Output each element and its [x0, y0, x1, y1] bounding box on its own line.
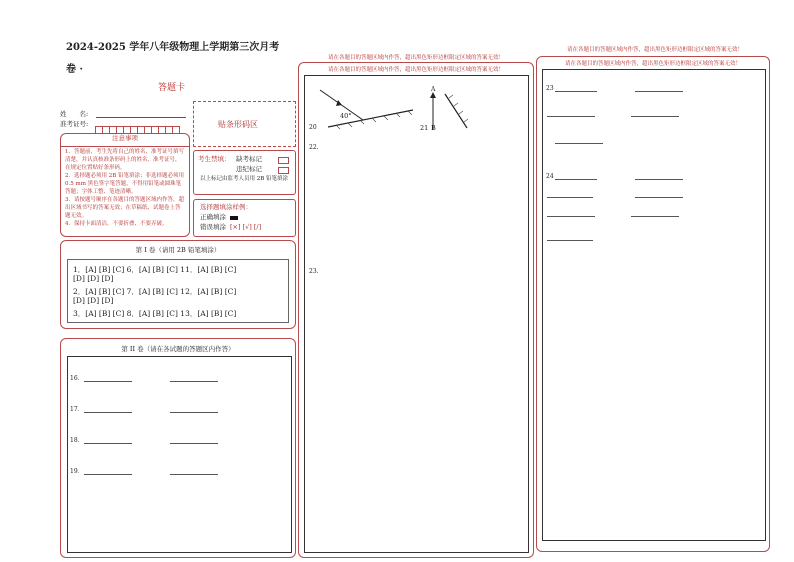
- fill-example-title: 选择题填涂样例：: [200, 203, 252, 211]
- question-number: 16．: [70, 375, 84, 382]
- label-a: A: [431, 86, 436, 93]
- label-b: B: [431, 124, 436, 132]
- wrong-fill-label: 错误填涂: [200, 223, 226, 231]
- warning-text: 请在各题目的答题区域内作答，超出黑色矩形边框限定区域的答案无效！: [564, 61, 741, 67]
- part2-answer-area: [67, 356, 292, 553]
- exam-marks-box: [193, 150, 296, 195]
- card-label: 答题卡: [158, 83, 186, 93]
- warning-text: 请在各题目的答题区域内作答，超出黑色矩形边框限定区域的答案无效！: [327, 55, 504, 61]
- answer-blank[interactable]: [84, 381, 132, 382]
- part2-box: [60, 338, 296, 558]
- notice-item: 3．请按题号顺序在各题目的答题区域内作答，超出区域书写的答案无效；在草稿纸、试题卷上答题无效。: [65, 197, 185, 219]
- mc-row[interactable]: 2．[A] [B] [C] 7．[A] [B] [C] 12．[A] [B] [C]: [73, 287, 237, 296]
- middle-answer-area: [304, 75, 529, 553]
- warning-text: 请在各题目的答题区域内作答，超出黑色矩形边框限定区域的答案无效！: [566, 47, 743, 53]
- answer-blank[interactable]: [84, 443, 132, 444]
- right-panel: [536, 56, 770, 552]
- answer-blank[interactable]: [170, 474, 218, 475]
- answer-blank[interactable]: [635, 197, 683, 198]
- page-title-cont: 卷 ·: [66, 64, 83, 75]
- notice-heading: 注意事项: [61, 134, 189, 147]
- answer-blank[interactable]: [555, 91, 597, 92]
- wrong-fill-marks: [×] [√] [/]: [230, 223, 262, 231]
- barcode-area: [193, 101, 296, 147]
- answer-blank[interactable]: [547, 116, 595, 117]
- answer-blank[interactable]: [547, 216, 595, 217]
- answer-blank[interactable]: [170, 443, 218, 444]
- page-title: 2024-2025 学年八年级物理上学期第三次月考: [66, 42, 280, 53]
- barcode-label: 贴条形码区: [218, 120, 258, 129]
- right-answer-area: [542, 69, 766, 541]
- question-number: 24: [546, 173, 554, 180]
- absent-checkbox[interactable]: [278, 157, 289, 164]
- answer-blank[interactable]: [631, 216, 679, 217]
- question-22-label: 22.: [309, 144, 319, 151]
- correct-fill-label: 正确填涂: [200, 213, 226, 221]
- exam-marks-label: 考生禁填：: [198, 155, 231, 163]
- answer-blank[interactable]: [555, 179, 597, 180]
- mc-row[interactable]: [D] [D] [D]: [73, 296, 114, 305]
- violation-label: 违纪标记: [236, 165, 262, 173]
- mirror-ray-figure: [308, 82, 418, 130]
- answer-blank[interactable]: [631, 116, 679, 117]
- question-number: 18．: [70, 437, 84, 444]
- part1-box: [60, 240, 296, 329]
- fill-example-box: [193, 199, 296, 237]
- absent-label: 缺考标记: [236, 155, 262, 163]
- mc-row[interactable]: 3．[A] [B] [C] 8．[A] [B] [C] 13．[A] [B] [C]: [73, 309, 237, 318]
- answer-blank[interactable]: [84, 412, 132, 413]
- answer-blank[interactable]: [635, 179, 683, 180]
- part2-title: 第 II 卷（请在各试题的答题区内作答）: [121, 345, 235, 353]
- angle-label: 40°: [340, 112, 352, 120]
- figure-21-label: 21: [420, 124, 429, 132]
- figure-20-label: 20: [309, 124, 317, 131]
- answer-blank[interactable]: [547, 240, 593, 241]
- warning-text: 请在各题目的答题区域内作答，超出黑色矩形边框限定区域的答案无效！: [327, 67, 504, 73]
- question-number: 19．: [70, 468, 84, 475]
- notice-item: 1．答题前，考生先将自己的姓名，准考证号填写清楚，并认真核准条形码上的姓名、准考证号，在规定位置贴好条形码。: [65, 149, 185, 171]
- answer-blank[interactable]: [170, 381, 218, 382]
- notice-box: [60, 133, 190, 237]
- mc-grid: [67, 259, 289, 323]
- name-field[interactable]: [96, 117, 186, 118]
- mc-row[interactable]: 1．[A] [B] [C] 6．[A] [B] [C] 11．[A] [B] [C]: [73, 265, 237, 274]
- answer-blank[interactable]: [84, 474, 132, 475]
- part1-title: 第 I 卷（请用 2B 铅笔填涂）: [135, 246, 221, 254]
- exam-marks-note: 以上标记由监考人员用 2B 铅笔填涂: [200, 176, 289, 182]
- violation-checkbox[interactable]: [278, 167, 289, 174]
- question-23-label: 23.: [309, 268, 319, 275]
- question-number: 23: [546, 85, 554, 92]
- question-number: 17．: [70, 406, 84, 413]
- id-label: 准考证号:: [60, 120, 89, 128]
- mc-row[interactable]: [D] [D] [D]: [73, 274, 114, 283]
- middle-panel: [298, 62, 534, 558]
- answer-blank[interactable]: [635, 91, 683, 92]
- correct-fill-mark: [230, 216, 238, 220]
- answer-blank[interactable]: [170, 412, 218, 413]
- name-label: 姓 名:: [60, 110, 89, 118]
- answer-blank[interactable]: [547, 197, 593, 198]
- answer-blank[interactable]: [555, 143, 603, 144]
- notice-item: 4．保持卡面清洁，不要折叠、不要弄破。: [65, 221, 168, 227]
- notice-item: 2．选择题必须用 2B 铅笔填涂；非选择题必须用 0.5 mm 黑色签字笔答题，不得用铅笔或圆珠笔答题；字体工整、笔迹清晰。: [65, 173, 185, 195]
